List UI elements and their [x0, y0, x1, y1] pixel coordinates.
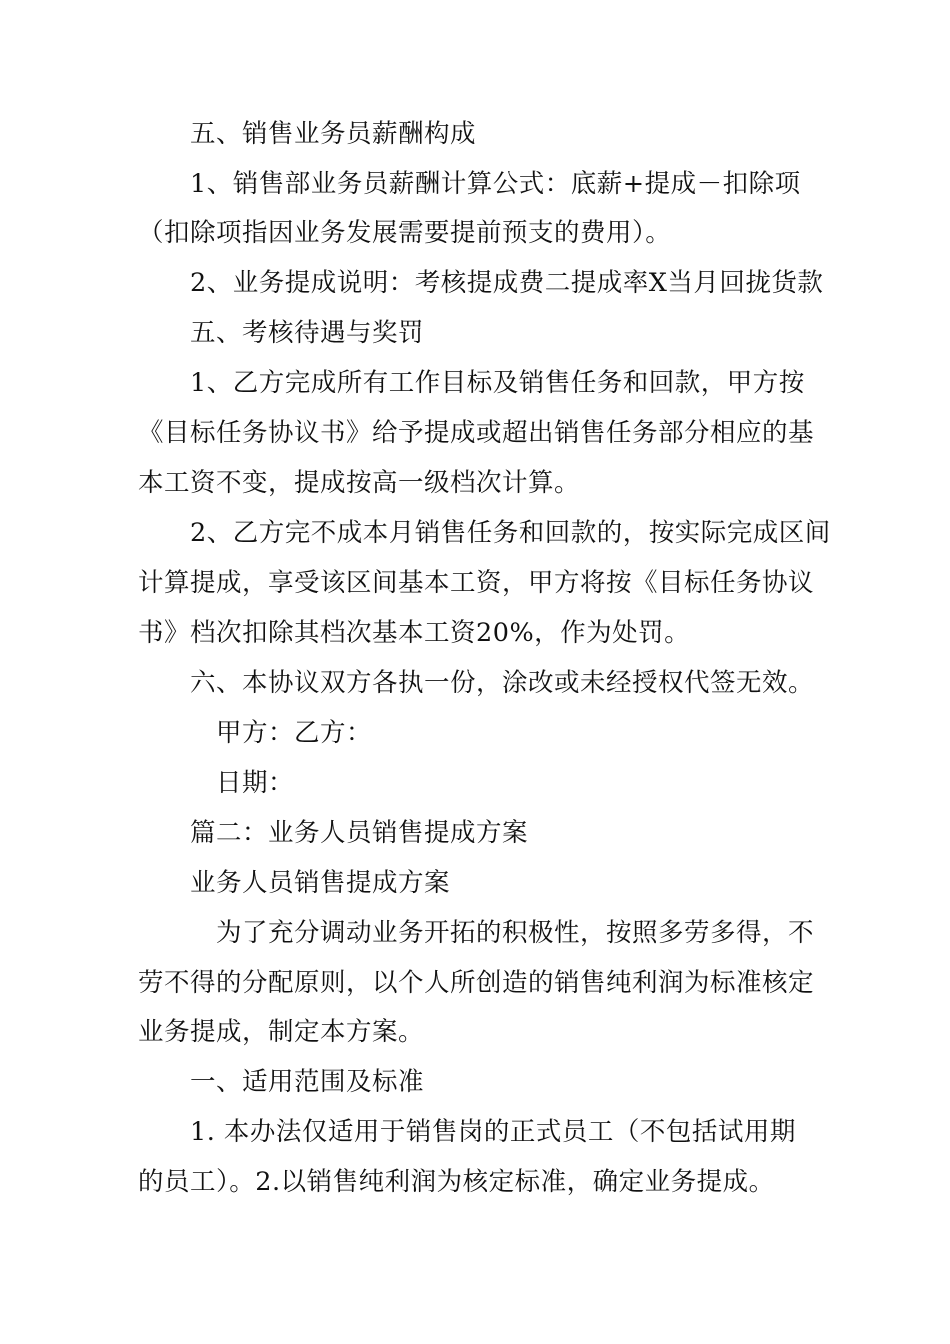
paragraph-line: 的员工）。2.以销售纯利润为核定标准，确定业务提成。: [138, 1167, 775, 1197]
section-heading-scope: 一、适用范围及标准: [190, 1067, 425, 1097]
paragraph-line: 《目标任务协议书》给予提成或超出销售任务部分相应的基: [138, 418, 815, 448]
section-heading-rewards: 五、考核待遇与奖罚: [190, 318, 425, 348]
paragraph-line: 为了充分调动业务开拓的积极性，按照多劳多得，不: [216, 918, 815, 948]
paragraph-line: （扣除项指因业务发展需要提前预支的费用）。: [138, 218, 672, 248]
paragraph-line: 2、乙方完不成本月销售任务和回款的，按实际完成区间: [190, 518, 831, 548]
section-heading-salary: 五、销售业务员薪酬构成: [190, 119, 477, 149]
paragraph-line: 书》档次扣除其档次基本工资20%，作为处罚。: [138, 618, 691, 648]
document-title: 业务人员销售提成方案: [190, 868, 451, 898]
paragraph-line: 2、业务提成说明：考核提成费二提成率X当月回拢货款: [190, 268, 824, 298]
paragraph-line: 计算提成，享受该区间基本工资，甲方将按《目标任务协议: [138, 568, 815, 598]
chapter-heading: 篇二：业务人员销售提成方案: [190, 818, 529, 848]
paragraph-line: 业务提成，制定本方案。: [138, 1017, 425, 1047]
paragraph-line: 本工资不变，提成按高一级档次计算。: [138, 468, 581, 498]
paragraph-line: 1、销售部业务员薪酬计算公式：底薪+提成－扣除项: [190, 169, 801, 199]
signature-parties: 甲方：乙方：: [216, 718, 373, 748]
paragraph-line: 1. 本办法仅适用于销售岗的正式员工（不包括试用期: [190, 1117, 796, 1147]
signature-date: 日期：: [216, 768, 295, 798]
paragraph-line: 劳不得的分配原则，以个人所创造的销售纯利润为标准核定: [138, 968, 815, 998]
paragraph-line: 1、乙方完成所有工作目标及销售任务和回款，甲方按: [190, 368, 805, 398]
section-heading-agreement: 六、本协议双方各执一份，涂改或未经授权代签无效。: [190, 668, 815, 698]
